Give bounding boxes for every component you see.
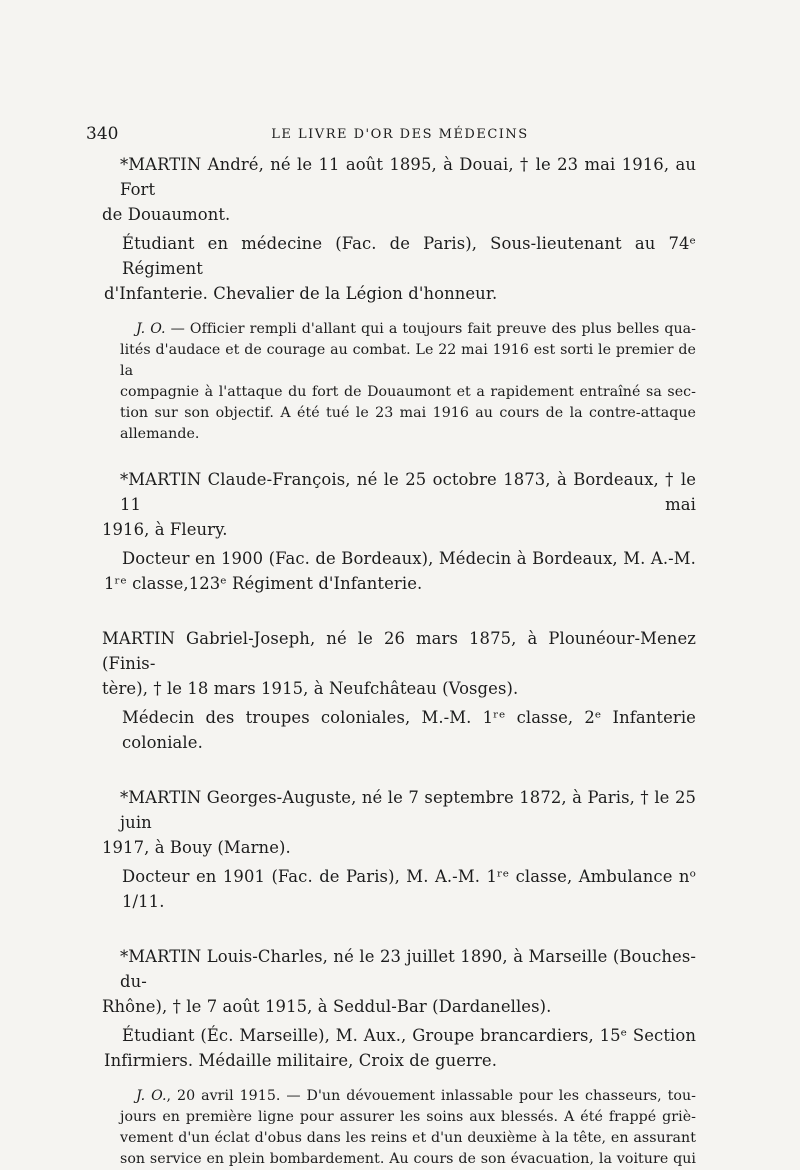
text-line: Docteur en 1900 (Fac. de Bordeaux), Médecin à Bordeaux, M. A.-M.	[122, 549, 696, 568]
text-line: d'Infanterie. Chevalier de la Légion d'honneur.	[104, 284, 498, 303]
entry-detail	[104, 231, 696, 306]
entry-heading	[102, 467, 696, 542]
text-line: jours en première ligne pour assurer les soins aux blessés. A été frappé griè-	[120, 1109, 696, 1125]
entry-heading	[102, 944, 696, 1019]
citation-text: — Officier rempli d'allant qui a toujours fait preuve des plus belles qua-	[165, 321, 696, 337]
entry-detail	[104, 705, 696, 755]
entry-martin-claude-francois	[104, 467, 696, 596]
entry-citation	[104, 319, 696, 445]
citation-text: , 20 avril 1915. — D'un dévouement inlassable pour les chasseurs, tou-	[166, 1088, 696, 1104]
text-line: Médecin des troupes coloniales, M.-M. 1ʳᵉ classe, 2ᵉ Infanterie coloniale.	[122, 708, 696, 752]
text-line: tion sur son objectif. A été tué le 23 mai 1916 au cours de la contre-attaque	[120, 405, 696, 421]
entry-martin-louis-charles	[104, 944, 696, 1170]
entry-heading	[102, 785, 696, 860]
entry-heading	[102, 626, 696, 701]
text-line: allemande.	[120, 426, 200, 442]
entry-martin-georges-auguste	[104, 785, 696, 914]
page-number: 340	[86, 124, 119, 144]
text-line: Étudiant (Éc. Marseille), M. Aux., Groupe brancardiers, 15ᵉ Section	[122, 1026, 696, 1045]
entry-heading	[102, 152, 696, 227]
text-line: *MARTIN Georges-Auguste, né le 7 septembre 1872, à Paris, † le 25 juin	[120, 788, 696, 832]
text-line	[120, 1086, 696, 1107]
text-line: MARTIN Gabriel-Joseph, né le 26 mars 1875, à Plounéour-Menez (Finis-	[102, 629, 696, 673]
text-line: 1ʳᵉ classe,123ᵉ Régiment d'Infanterie.	[104, 574, 423, 593]
text-line: compagnie à l'attaque du fort de Douaumont et a rapidement entraîné sa sec-	[120, 384, 696, 400]
text-line: *MARTIN Louis-Charles, né le 23 juillet 1890, à Marseille (Bouches-du-	[120, 947, 696, 991]
text-line: Docteur en 1901 (Fac. de Paris), M. A.-M. 1ʳᵉ classe, Ambulance nᵒ 1/11.	[122, 867, 696, 911]
page-header	[86, 124, 696, 150]
entry-martin-gabriel-joseph	[104, 626, 696, 755]
text-line: lités d'audace et de courage au combat. Le 22 mai 1916 est sorti le premier de la	[120, 342, 696, 379]
entry-citation	[104, 1086, 696, 1170]
book-page	[86, 124, 696, 1170]
entry-detail	[104, 546, 696, 596]
text-line: *MARTIN Claude-François, né le 25 octobre 1873, à Bordeaux, † le 11 mai	[120, 470, 696, 514]
text-line: 1917, à Bouy (Marne).	[102, 838, 291, 857]
text-line: Étudiant en médecine (Fac. de Paris), Sous-lieutenant au 74ᵉ Régiment	[122, 234, 696, 278]
citation-label: J. O.	[136, 321, 166, 337]
text-line	[120, 319, 696, 340]
entry-detail	[104, 1023, 696, 1073]
text-line: de Douaumont.	[102, 205, 231, 224]
running-title: LE LIVRE D'OR DES MÉDECINS	[271, 127, 529, 142]
text-line: Rhône), † le 7 août 1915, à Seddul-Bar (Dardanelles).	[102, 997, 552, 1016]
text-line: 1916, à Fleury.	[102, 520, 228, 539]
text-line: tère), † le 18 mars 1915, à Neufchâteau (Vosges).	[102, 679, 519, 698]
text-line: Infirmiers. Médaille militaire, Croix de guerre.	[104, 1051, 498, 1070]
text-line: *MARTIN André, né le 11 août 1895, à Douai, † le 23 mai 1916, au Fort	[120, 155, 696, 199]
entry-martin-andre	[104, 152, 696, 445]
entry-detail	[104, 864, 696, 914]
text-line: son service en plein bombardement. Au cours de son évacuation, la voiture qui	[120, 1151, 696, 1167]
citation-label: J. O.	[136, 1088, 167, 1104]
text-line: vement d'un éclat d'obus dans les reins et d'un deuxième à la tête, en assurant	[120, 1130, 696, 1146]
